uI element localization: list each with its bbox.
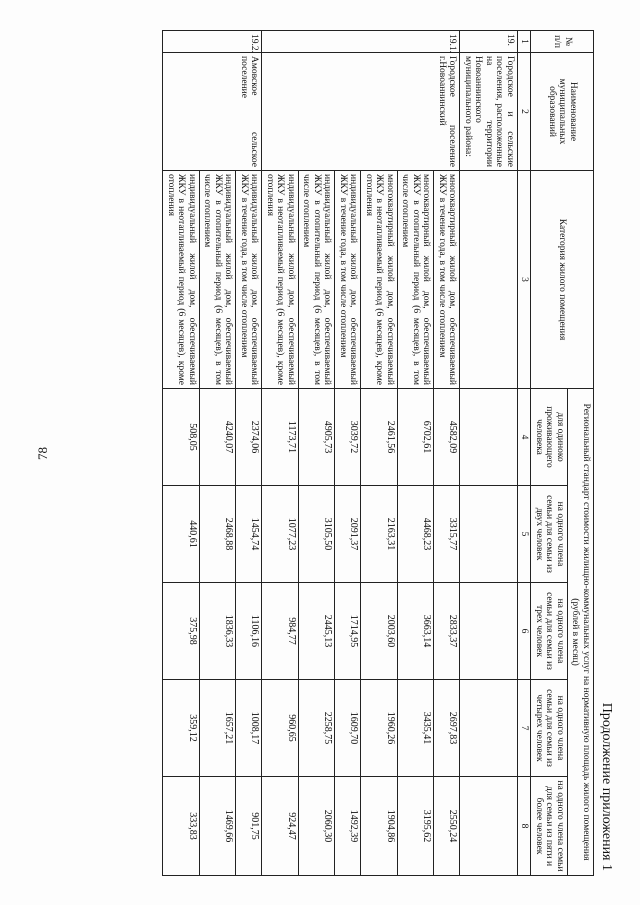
row-number: 19.2. xyxy=(163,31,262,53)
value-cell: 1904,86 xyxy=(361,777,398,876)
column-index: 4 xyxy=(518,389,532,486)
value-cell: 2445,13 xyxy=(299,583,336,680)
housing-category: индивидуальный жилой дом, обеспечиваемый ЖКУ в неотапливаемый период (6 месяцев), кроме отопления xyxy=(163,171,200,389)
column-index: 7 xyxy=(518,680,532,777)
column-index: 3 xyxy=(518,171,532,389)
value-cell: 2258,75 xyxy=(299,680,336,777)
section-name: Городское и сельские поселения, расположенные на территории Новоаннинского муниципального района: xyxy=(460,53,518,171)
header-standard: Региональный стандарт стоимости жилищно-коммунальных услуг на нормативную площадь жилого помещения (рублей в месяц) xyxy=(568,389,594,876)
value-cell: 1469,66 xyxy=(200,777,237,876)
value-cell: 508,05 xyxy=(163,389,200,486)
column-index: 5 xyxy=(518,486,532,583)
column-index: 1 xyxy=(518,31,532,53)
value-cell: 359,12 xyxy=(163,680,200,777)
rotated-table-area xyxy=(166,30,614,875)
housing-category: индивидуальный жилой дом, обеспечиваемый ЖКУ в отопительный период (6 месяцев), в том числе отоплением xyxy=(299,171,336,389)
value-cell: 4468,23 xyxy=(398,486,435,583)
value-cell: 1714,95 xyxy=(335,583,361,680)
value-cell: 4905,73 xyxy=(299,389,336,486)
value-cell: 3039,72 xyxy=(335,389,361,486)
table-row xyxy=(236,31,262,876)
tariff-table xyxy=(163,30,595,876)
value-cell: 375,98 xyxy=(163,583,200,680)
value-cell: 3663,14 xyxy=(398,583,435,680)
header-family-2: на одного члена семьи для семьи из двух человек xyxy=(531,486,568,583)
value-cell: 2091,37 xyxy=(335,486,361,583)
header-number: № п/п xyxy=(531,31,594,53)
value-cell: 2833,37 xyxy=(434,583,460,680)
value-cell: 960,65 xyxy=(262,680,299,777)
housing-category: индивидуальный жилой дом, обеспечиваемый ЖКУ в течение года, в том числе отоплением xyxy=(236,171,262,389)
value-cell: 2060,30 xyxy=(299,777,336,876)
housing-category: многоквартирный жилой дом, обеспечиваемый ЖКУ в течение года, в том числе отоплением xyxy=(434,171,460,389)
value-cell: 3435,41 xyxy=(398,680,435,777)
value-cell: 4582,09 xyxy=(434,389,460,486)
table-row xyxy=(434,31,460,876)
municipality-name: Городское поселение г.Новоаннинский xyxy=(262,53,460,171)
header-single: для одиноко проживающего человека xyxy=(531,389,568,486)
value-cell: 333,83 xyxy=(163,777,200,876)
value-cell: 1657,21 xyxy=(200,680,237,777)
value-cell: 1609,70 xyxy=(335,680,361,777)
housing-category: многоквартирный жилой дом, обеспечиваемый ЖКУ в отопительный период (6 месяцев), в том числе отоплением xyxy=(398,171,435,389)
value-cell: 1836,33 xyxy=(200,583,237,680)
header-category: Категория жилого помещения xyxy=(531,171,594,389)
column-index: 2 xyxy=(518,53,532,171)
value-cell: 1492,39 xyxy=(335,777,361,876)
header-family-3: на одного члена семьи для семьи из трех человек xyxy=(531,583,568,680)
value-cell: 2461,56 xyxy=(361,389,398,486)
municipality-name: Амовское сельское поселение xyxy=(163,53,262,171)
value-cell: 1173,71 xyxy=(262,389,299,486)
section-number: 19. xyxy=(460,31,518,53)
header-family-5: на одного члена семьи для семьи из пяти и более человек xyxy=(531,777,568,876)
value-cell: 3195,62 xyxy=(398,777,435,876)
value-cell: 2374,06 xyxy=(236,389,262,486)
value-cell: 2163,31 xyxy=(361,486,398,583)
value-cell: 3315,77 xyxy=(434,486,460,583)
page-number: 78 xyxy=(35,447,50,460)
value-cell: 1008,17 xyxy=(236,680,262,777)
value-cell: 1454,74 xyxy=(236,486,262,583)
value-cell: 1106,16 xyxy=(236,583,262,680)
column-index: 6 xyxy=(518,583,532,680)
section-row xyxy=(460,31,518,876)
value-cell: 1077,23 xyxy=(262,486,299,583)
housing-category: индивидуальный жилой дом, обеспечиваемый ЖКУ в неотапливаемый период (6 месяцев), кроме отопления xyxy=(262,171,299,389)
value-cell: 4240,07 xyxy=(200,389,237,486)
housing-category: многоквартирный жилой дом, обеспечиваемый ЖКУ в неотапливаемый период (6 месяцев), кроме отопления xyxy=(361,171,398,389)
value-cell: 2468,88 xyxy=(200,486,237,583)
housing-category: индивидуальный жилой дом, обеспечиваемый ЖКУ в течение года, в том числе отоплением xyxy=(335,171,361,389)
value-cell: 3105,50 xyxy=(299,486,336,583)
value-cell: 984,77 xyxy=(262,583,299,680)
housing-category: индивидуальный жилой дом, обеспечиваемый ЖКУ в отопительный период (6 месяцев), в том числе отоплением xyxy=(200,171,237,389)
column-index: 8 xyxy=(518,777,532,876)
header-family-4: на одного члена семьи для семьи из четырех человек xyxy=(531,680,568,777)
header-municipality: Наименование муниципальных образований xyxy=(531,53,594,171)
header-row-1 xyxy=(568,31,594,876)
value-cell: 2550,24 xyxy=(434,777,460,876)
value-cell: 440,61 xyxy=(163,486,200,583)
column-index-row xyxy=(518,31,532,876)
value-cell: 2003,60 xyxy=(361,583,398,680)
value-cell: 924,47 xyxy=(262,777,299,876)
value-cell: 901,75 xyxy=(236,777,262,876)
value-cell: 1960,26 xyxy=(361,680,398,777)
annex-title: Продолжение приложения 1 xyxy=(599,702,614,871)
row-number: 19.1. xyxy=(262,31,460,53)
value-cell: 2697,83 xyxy=(434,680,460,777)
value-cell: 6702,61 xyxy=(398,389,435,486)
